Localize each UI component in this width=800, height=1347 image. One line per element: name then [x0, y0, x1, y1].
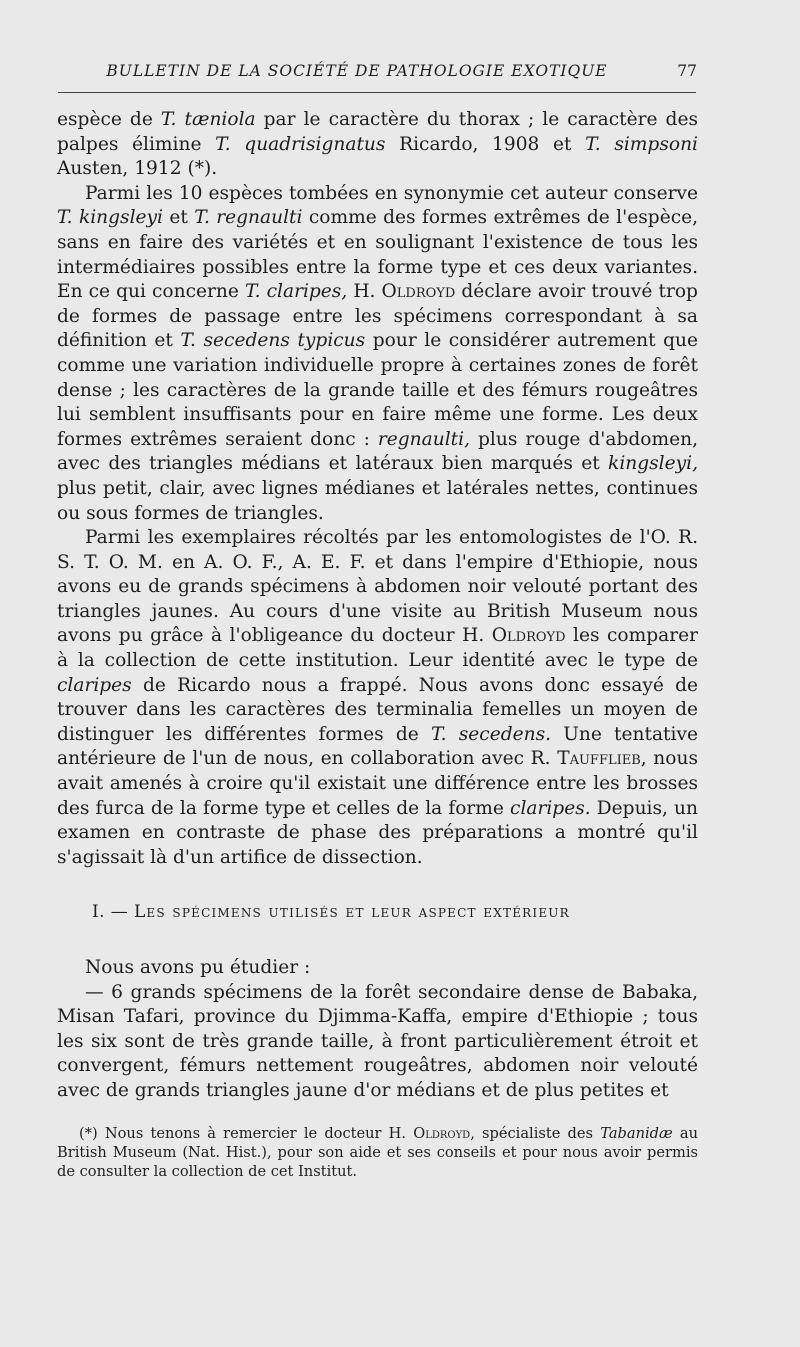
paragraph: Parmi les exemplaires récoltés par les entomologistes de l'O. R. S. T. O. M. en A. O. F., A. E. F. et dans l'empire d'Ethiopie, nous avons eu de grands spécimens à abdomen noir velouté portant des triangles jaunes. Au cours d'une visite au British Museum nous avons pu grâce à l'obligeance du docteur H. Oldroyd les comparer à la collection de cette institution. Leur identité avec le type de claripes de Ricardo nous a frappé. Nous avons donc essayé de trouver dans les caractères des terminalia femelles un moyen de distinguer les différentes formes de T. secedens. Une tentative antérieure de l'un de nous, en collaboration avec R. Taufflieb, nous avait amenés à croire qu'il existait une différence entre les brosses des furca de la forme type et celles de la forme claripes. Depuis, un examen en contraste de phase des préparations a montré qu'il s'agissait là d'un artifice de dissection.: [57, 527, 698, 868]
paragraph-continuation: espèce de T. tæniola par le caractère du thorax ; le caractère des palpes élimine T. quadrisignatus Ricardo, 1908 et T. simpsoni Austen, 1912 (*).: [57, 109, 698, 180]
section-heading: I. — Les spécimens utilisés et leur aspect extérieur: [92, 902, 570, 922]
footnote: (*) Nous tenons à remercier le docteur H. Oldroyd, spécialiste des Tabanidæ au British Museum (Nat. Hist.), pour son aide et ses conseils et pour nous avoir permis de consulter la collection de cet Institut.: [57, 1125, 698, 1180]
paragraph: Nous avons pu étudier :: [85, 957, 311, 978]
paragraph: Parmi les 10 espèces tombées en synonymie cet auteur conserve T. kingsleyi et T. regnaulti comme des formes extrêmes de l'espèce, sans en faire des variétés et en soulignant l'existence de tous les intermédiaires possibles entre la forme type et ces deux variantes. En ce qui concerne T. claripes, H. Oldroyd déclare avoir trouvé trop de formes de passage entre les spécimens correspondant à sa définition et T. secedens typicus pour le considérer autrement que comme une variation individuelle propre à certaines zones de forêt dense ; les caractères de la grande taille et des fémurs rougeâtres lui semblent insuffisants pour en faire même une forme. Les deux formes extrêmes seraient donc : regnaulti, plus rouge d'abdomen, avec des triangles médians et latéraux bien marqués et kingsleyi, plus petit, clair, avec lignes médianes et latérales nettes, continues ou sous formes de triangles.: [57, 182, 699, 524]
running-header: [57, 62, 697, 80]
body-text: [57, 956, 698, 1104]
paragraph: — 6 grands spécimens de la forêt secondaire dense de Babaka, Misan Tafari, province du Djimma-Kaffa, empire d'Ethiopie ; tous les six sont de très grande taille, à front particulièrement étroit et convergent, fémurs nettement rougeâtres, abdomen noir velouté avec de grands triangles jaune d'or médians et de plus petites et: [57, 981, 698, 1101]
body-text: [57, 108, 698, 870]
page-number: 77: [677, 62, 697, 80]
journal-title: BULLETIN DE LA SOCIÉTÉ DE PATHOLOGIE EXOTIQUE: [106, 62, 608, 80]
header-rule: [58, 92, 696, 93]
